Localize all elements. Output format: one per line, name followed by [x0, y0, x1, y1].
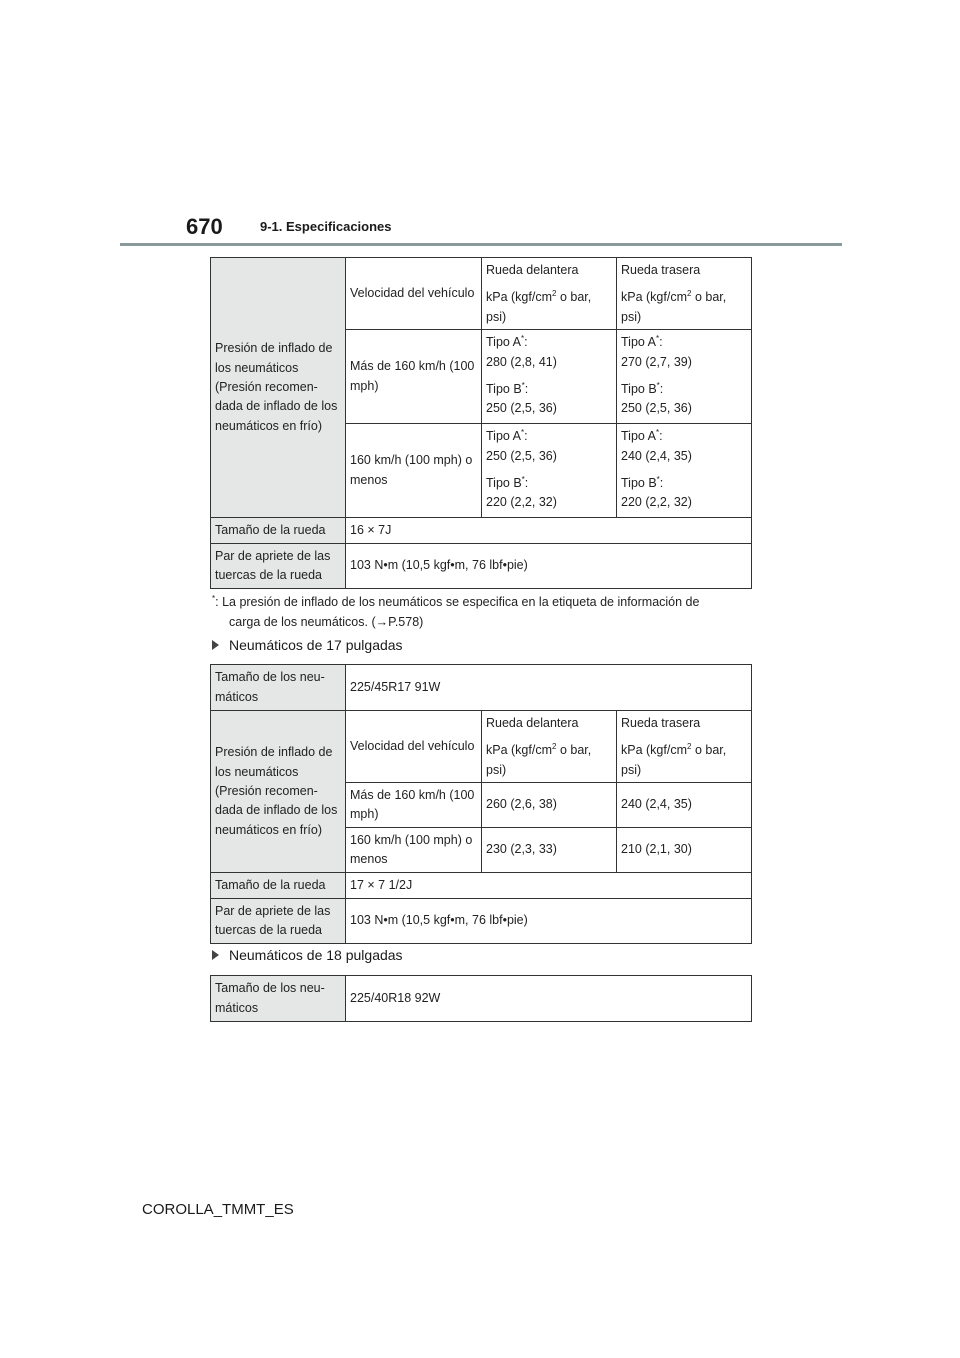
row1-front-type-b-value: 250 (2,5, 36): [486, 401, 557, 416]
torque-label-cell: [211, 544, 346, 589]
row1-speed-cell: [346, 330, 482, 424]
rear-header-title: Rueda trasera: [621, 263, 701, 277]
row1-front-type-b-label: Tipo B*:: [486, 380, 529, 396]
tire-size-label-cell: [211, 665, 346, 711]
speed-header-cell: [346, 711, 482, 783]
rear-header-cell: [617, 711, 752, 783]
front-header-unit: kPa ($kgf/cm^2$ o bar, psi): [486, 289, 592, 324]
row1-rear-type-a-label: Tipo A*:: [621, 333, 663, 350]
torque-label: Par de apriete de las tuercas de la rueda: [215, 903, 331, 938]
torque-value: 103 N•m (10,5 kgf•m, 76 lbf•pie): [350, 913, 528, 928]
row2-front-cell: [482, 424, 617, 518]
tire-size-value: 225/45R17 91W: [350, 679, 441, 694]
wheel-size-label-cell: [211, 518, 346, 544]
row2-rear-type-a-value: 240 (2,4, 35): [621, 448, 692, 463]
row2-speed-cell: [346, 828, 482, 873]
rear-header-cell: [617, 258, 752, 330]
document-code: COROLLA_TMMT_ES: [142, 1201, 294, 1218]
row2-rear-type-b-label: Tipo B*:: [621, 474, 664, 490]
row1-rear-type-b-label: Tipo B*:: [621, 380, 664, 396]
footnote-line-2: carga de los neumáticos. (→P.578): [229, 615, 424, 629]
wheel-size-value: 16 × 7J: [350, 522, 392, 537]
row1-rear-cell: [617, 783, 752, 828]
speed-header-cell: [346, 258, 482, 330]
rear-header-unit: kPa ($kgf/cm^2$ o bar, psi): [621, 742, 727, 777]
row2-front-type-a-label: Tipo A*:: [486, 427, 528, 444]
wheel-size-label: Tamaño de la rueda: [215, 522, 326, 537]
triangle-bullet-icon: [212, 950, 219, 960]
row2-speed-cell: [346, 424, 482, 518]
row1-speed: Más de 160 km/h (100 mph): [350, 359, 475, 393]
wheel-size-value-cell: [346, 873, 752, 899]
footnote-line-1: *: La presión de inflado de los neumáticos se especifica en la etiqueta de información de: [212, 593, 700, 609]
row1-speed: Más de 160 km/h (100 mph): [350, 787, 475, 822]
heading-17in: [212, 637, 403, 653]
torque-value-cell: [346, 544, 752, 589]
row1-rear-type-a-value: 270 (2,7, 39): [621, 354, 692, 369]
row2-front-type-b-label: Tipo B*:: [486, 474, 529, 490]
header-rule: [120, 243, 842, 246]
spec-table-18in: [210, 975, 752, 1022]
spec-table-16in: [210, 257, 752, 589]
tire-size-label: Tamaño de los neu-máticos: [215, 981, 325, 1015]
wheel-size-value: 17 × 7 1/2J: [350, 877, 413, 892]
heading-17in-text: Neumáticos de 17 pulgadas: [229, 637, 403, 653]
tire-size-label-cell: [211, 976, 346, 1022]
row1-front-value: 260 (2,6, 38): [486, 797, 557, 812]
pressure-label: Presión de inflado de los neumáticos (Presión recomen-dada de inflado de los neumáticos en frío): [215, 745, 338, 837]
pressure-label: Presión de inflado de los neumáticos (Presión recomen-dada de inflado de los neumáticos en frío): [215, 341, 338, 433]
pressure-label-cell: [211, 258, 346, 518]
row1-front-type-a-value: 280 (2,8, 41): [486, 354, 557, 369]
tire-size-value-cell: [346, 665, 752, 711]
speed-header: Velocidad del vehículo: [350, 738, 475, 753]
row2-front-cell: [482, 828, 617, 873]
row2-front-value: 230 (2,3, 33): [486, 842, 557, 857]
front-header-title: Rueda delantera: [486, 263, 579, 277]
torque-value: 103 N•m (10,5 kgf•m, 76 lbf•pie): [350, 558, 528, 573]
wheel-size-value-cell: [346, 518, 752, 544]
torque-value-cell: [346, 899, 752, 944]
row2-rear-type-a-label: Tipo A*:: [621, 427, 663, 444]
row2-front-type-a-value: 250 (2,5, 36): [486, 448, 557, 463]
front-header-cell: [482, 258, 617, 330]
row1-speed-cell: [346, 783, 482, 828]
row1-front-cell: [482, 783, 617, 828]
row2-rear-type-b-value: 220 (2,2, 32): [621, 495, 692, 510]
rear-header-unit: kPa ($kgf/cm^2$ o bar, psi): [621, 289, 727, 324]
row2-rear-cell: [617, 424, 752, 518]
row2-speed: 160 km/h (100 mph) o menos: [350, 453, 473, 487]
section-title: 9-1. Especificaciones: [260, 219, 392, 234]
pressure-label-cell: [211, 711, 346, 873]
row1-front-type-a-label: Tipo A*:: [486, 333, 528, 350]
front-header-cell: [482, 711, 617, 783]
row1-rear-type-b-value: 250 (2,5, 36): [621, 401, 692, 416]
page-number: 670: [186, 214, 223, 239]
heading-18in: [212, 947, 403, 963]
torque-label-cell: [211, 899, 346, 944]
row2-rear-cell: [617, 828, 752, 873]
row1-front-cell: [482, 330, 617, 424]
wheel-size-label: Tamaño de la rueda: [215, 877, 326, 892]
row1-rear-value: 240 (2,4, 35): [621, 797, 692, 812]
row1-rear-cell: [617, 330, 752, 424]
tire-size-value: 225/40R18 92W: [350, 990, 441, 1005]
speed-header: Velocidad del vehículo: [350, 285, 475, 300]
front-header-title: Rueda delantera: [486, 716, 579, 730]
heading-18in-text: Neumáticos de 18 pulgadas: [229, 947, 403, 963]
spec-table-17in: [210, 664, 752, 944]
row2-rear-value: 210 (2,1, 30): [621, 842, 692, 857]
triangle-bullet-icon: [212, 640, 219, 650]
torque-label: Par de apriete de las tuercas de la rueda: [215, 548, 331, 583]
row2-speed: 160 km/h (100 mph) o menos: [350, 832, 473, 867]
tire-size-label: Tamaño de los neu-máticos: [215, 670, 325, 704]
row2-front-type-b-value: 220 (2,2, 32): [486, 495, 557, 510]
tire-size-value-cell: [346, 976, 752, 1022]
footnote: [212, 592, 752, 632]
front-header-unit: kPa ($kgf/cm^2$ o bar, psi): [486, 742, 592, 777]
wheel-size-label-cell: [211, 873, 346, 899]
rear-header-title: Rueda trasera: [621, 716, 701, 730]
